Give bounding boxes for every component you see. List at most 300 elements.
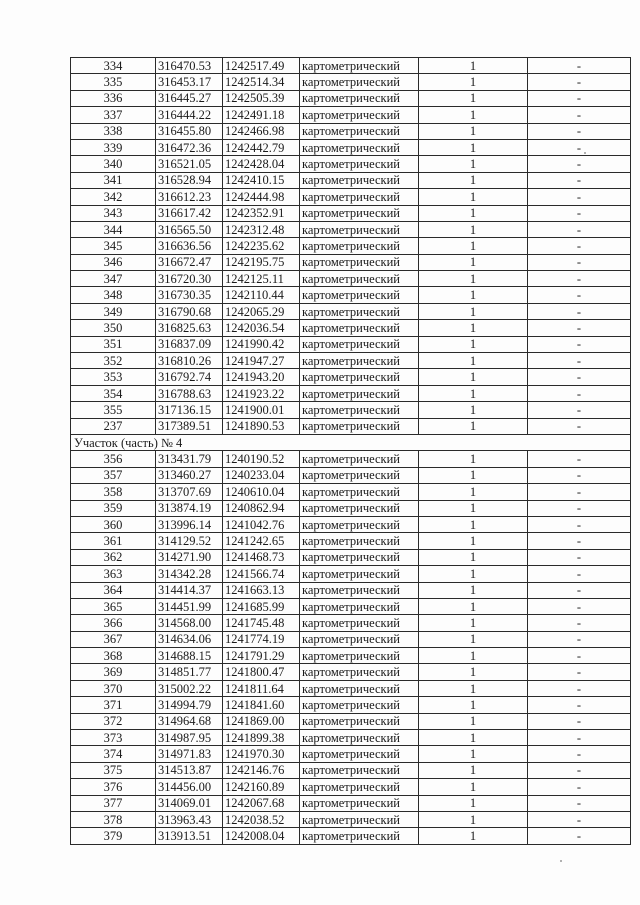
point-number-cell: 356 (71, 451, 156, 467)
coord-x-cell: 317389.51 (156, 418, 223, 434)
method-cell: картометрический (300, 320, 419, 336)
coord-x-cell: 316810.26 (156, 353, 223, 369)
coord-x-cell: 316790.68 (156, 303, 223, 319)
accuracy-cell: 1 (419, 90, 528, 106)
accuracy-cell: 1 (419, 467, 528, 483)
point-number-cell: 372 (71, 713, 156, 729)
description-cell: - (528, 451, 631, 467)
coord-x-cell: 314513.87 (156, 762, 223, 778)
accuracy-cell: 1 (419, 680, 528, 696)
coord-x-cell: 316445.27 (156, 90, 223, 106)
coord-y-cell: 1241990.42 (223, 336, 300, 352)
coord-x-cell: 314994.79 (156, 697, 223, 713)
coord-y-cell: 1241800.47 (223, 664, 300, 680)
scan-speck (560, 860, 562, 862)
coord-y-cell: 1241923.22 (223, 385, 300, 401)
coord-y-cell: 1242195.75 (223, 254, 300, 270)
method-cell: картометрический (300, 336, 419, 352)
accuracy-cell: 1 (419, 402, 528, 418)
coord-x-cell: 316444.22 (156, 107, 223, 123)
table-row (71, 320, 631, 336)
coord-x-cell: 316788.63 (156, 385, 223, 401)
accuracy-cell: 1 (419, 254, 528, 270)
accuracy-cell: 1 (419, 172, 528, 188)
description-cell: - (528, 205, 631, 221)
method-cell: картометрический (300, 779, 419, 795)
table-row (71, 221, 631, 237)
table-row (71, 549, 631, 565)
method-cell: картометрический (300, 172, 419, 188)
method-cell: картометрический (300, 205, 419, 221)
coord-y-cell: 1242312.48 (223, 221, 300, 237)
point-number-cell: 357 (71, 467, 156, 483)
description-cell: - (528, 139, 631, 155)
table-row (71, 680, 631, 696)
accuracy-cell: 1 (419, 107, 528, 123)
point-number-cell: 351 (71, 336, 156, 352)
method-cell: картометрический (300, 271, 419, 287)
point-number-cell: 371 (71, 697, 156, 713)
description-cell: - (528, 336, 631, 352)
description-cell: - (528, 90, 631, 106)
coord-x-cell: 314568.00 (156, 615, 223, 631)
method-cell: картометрический (300, 500, 419, 516)
description-cell: - (528, 828, 631, 844)
coord-y-cell: 1242067.68 (223, 795, 300, 811)
table-row (71, 74, 631, 90)
accuracy-cell: 1 (419, 582, 528, 598)
description-cell: - (528, 566, 631, 582)
description-cell: - (528, 418, 631, 434)
coord-x-cell: 316672.47 (156, 254, 223, 270)
coord-y-cell: 1241663.13 (223, 582, 300, 598)
description-cell: - (528, 467, 631, 483)
point-number-cell: 377 (71, 795, 156, 811)
table-row (71, 713, 631, 729)
coord-x-cell: 316837.09 (156, 336, 223, 352)
description-cell: - (528, 549, 631, 565)
coord-y-cell: 1241745.48 (223, 615, 300, 631)
coord-x-cell: 316528.94 (156, 172, 223, 188)
coord-x-cell: 314987.95 (156, 730, 223, 746)
description-cell: - (528, 680, 631, 696)
accuracy-cell: 1 (419, 746, 528, 762)
table-row (71, 451, 631, 467)
point-number-cell: 366 (71, 615, 156, 631)
coord-x-cell: 313431.79 (156, 451, 223, 467)
coord-y-cell: 1241774.19 (223, 631, 300, 647)
table-row (71, 746, 631, 762)
description-cell: - (528, 221, 631, 237)
method-cell: картометрический (300, 828, 419, 844)
method-cell: картометрический (300, 811, 419, 827)
method-cell: картометрический (300, 238, 419, 254)
section-title: Участок (часть) № 4 (71, 434, 631, 450)
method-cell: картометрический (300, 697, 419, 713)
point-number-cell: 343 (71, 205, 156, 221)
table-row (71, 795, 631, 811)
coord-x-cell: 314069.01 (156, 795, 223, 811)
method-cell: картометрический (300, 123, 419, 139)
coord-y-cell: 1240233.04 (223, 467, 300, 483)
coord-x-cell: 314851.77 (156, 664, 223, 680)
point-number-cell: 358 (71, 484, 156, 500)
table-row (71, 566, 631, 582)
point-number-cell: 340 (71, 156, 156, 172)
method-cell: картометрический (300, 189, 419, 205)
accuracy-cell: 1 (419, 353, 528, 369)
coord-x-cell: 314456.00 (156, 779, 223, 795)
point-number-cell: 237 (71, 418, 156, 434)
point-number-cell: 346 (71, 254, 156, 270)
coord-y-cell: 1242444.98 (223, 189, 300, 205)
method-cell: картометрический (300, 451, 419, 467)
point-number-cell: 352 (71, 353, 156, 369)
point-number-cell: 335 (71, 74, 156, 90)
coord-y-cell: 1241242.65 (223, 533, 300, 549)
point-number-cell: 370 (71, 680, 156, 696)
coord-x-cell: 316636.56 (156, 238, 223, 254)
coord-y-cell: 1241869.00 (223, 713, 300, 729)
description-cell: - (528, 320, 631, 336)
description-cell: - (528, 500, 631, 516)
description-cell: - (528, 746, 631, 762)
coord-x-cell: 316792.74 (156, 369, 223, 385)
point-number-cell: 374 (71, 746, 156, 762)
method-cell: картометрический (300, 631, 419, 647)
point-number-cell: 342 (71, 189, 156, 205)
description-cell: - (528, 811, 631, 827)
point-number-cell: 364 (71, 582, 156, 598)
method-cell: картометрический (300, 139, 419, 155)
method-cell: картометрический (300, 90, 419, 106)
description-cell: - (528, 697, 631, 713)
coord-y-cell: 1241947.27 (223, 353, 300, 369)
method-cell: картометрический (300, 467, 419, 483)
table-row (71, 58, 631, 74)
table-row (71, 402, 631, 418)
description-cell: - (528, 664, 631, 680)
method-cell: картометрический (300, 762, 419, 778)
coord-x-cell: 313996.14 (156, 516, 223, 532)
coord-x-cell: 313913.51 (156, 828, 223, 844)
description-cell: - (528, 795, 631, 811)
table-row (71, 418, 631, 434)
accuracy-cell: 1 (419, 238, 528, 254)
coord-y-cell: 1240862.94 (223, 500, 300, 516)
table-row (71, 189, 631, 205)
description-cell: - (528, 385, 631, 401)
table-row (71, 631, 631, 647)
accuracy-cell: 1 (419, 385, 528, 401)
method-cell: картометрический (300, 156, 419, 172)
coord-x-cell: 316453.17 (156, 74, 223, 90)
method-cell: картометрический (300, 58, 419, 74)
accuracy-cell: 1 (419, 664, 528, 680)
accuracy-cell: 1 (419, 451, 528, 467)
coord-x-cell: 316612.23 (156, 189, 223, 205)
coord-y-cell: 1241890.53 (223, 418, 300, 434)
coord-y-cell: 1242160.89 (223, 779, 300, 795)
point-number-cell: 363 (71, 566, 156, 582)
coord-x-cell: 314414.37 (156, 582, 223, 598)
table-row (71, 779, 631, 795)
description-cell: - (528, 254, 631, 270)
accuracy-cell: 1 (419, 369, 528, 385)
table-row (71, 516, 631, 532)
coord-y-cell: 1242491.18 (223, 107, 300, 123)
point-number-cell: 337 (71, 107, 156, 123)
method-cell: картометрический (300, 795, 419, 811)
coord-y-cell: 1242505.39 (223, 90, 300, 106)
coord-y-cell: 1241685.99 (223, 598, 300, 614)
coord-y-cell: 1241566.74 (223, 566, 300, 582)
table-row (71, 500, 631, 516)
point-number-cell: 359 (71, 500, 156, 516)
point-number-cell: 353 (71, 369, 156, 385)
table-row (71, 484, 631, 500)
method-cell: картометрический (300, 746, 419, 762)
description-cell: - (528, 172, 631, 188)
accuracy-cell: 1 (419, 533, 528, 549)
table-row (71, 648, 631, 664)
description-cell: - (528, 730, 631, 746)
coord-x-cell: 314342.28 (156, 566, 223, 582)
description-cell: - (528, 303, 631, 319)
section-row (71, 434, 631, 450)
method-cell: картометрический (300, 713, 419, 729)
table-row (71, 811, 631, 827)
accuracy-cell: 1 (419, 730, 528, 746)
method-cell: картометрический (300, 566, 419, 582)
description-cell: - (528, 648, 631, 664)
coord-x-cell: 314964.68 (156, 713, 223, 729)
description-cell: - (528, 713, 631, 729)
coordinates-table (70, 57, 631, 845)
coord-y-cell: 1242517.49 (223, 58, 300, 74)
point-number-cell: 369 (71, 664, 156, 680)
point-number-cell: 375 (71, 762, 156, 778)
table-row (71, 205, 631, 221)
accuracy-cell: 1 (419, 189, 528, 205)
coord-y-cell: 1242235.62 (223, 238, 300, 254)
point-number-cell: 368 (71, 648, 156, 664)
method-cell: картометрический (300, 402, 419, 418)
coord-x-cell: 316521.05 (156, 156, 223, 172)
accuracy-cell: 1 (419, 74, 528, 90)
description-cell: - (528, 107, 631, 123)
description-cell: - (528, 287, 631, 303)
coord-y-cell: 1241042.76 (223, 516, 300, 532)
accuracy-cell: 1 (419, 271, 528, 287)
method-cell: картометрический (300, 549, 419, 565)
accuracy-cell: 1 (419, 762, 528, 778)
accuracy-cell: 1 (419, 156, 528, 172)
description-cell: - (528, 353, 631, 369)
coord-x-cell: 316470.53 (156, 58, 223, 74)
table-row (71, 107, 631, 123)
coord-y-cell: 1241943.20 (223, 369, 300, 385)
coord-y-cell: 1242352.91 (223, 205, 300, 221)
table-row (71, 353, 631, 369)
accuracy-cell: 1 (419, 631, 528, 647)
accuracy-cell: 1 (419, 221, 528, 237)
point-number-cell: 361 (71, 533, 156, 549)
description-cell: - (528, 402, 631, 418)
coord-y-cell: 1242125.11 (223, 271, 300, 287)
method-cell: картометрический (300, 598, 419, 614)
point-number-cell: 373 (71, 730, 156, 746)
coord-x-cell: 314129.52 (156, 533, 223, 549)
description-cell: - (528, 762, 631, 778)
point-number-cell: 360 (71, 516, 156, 532)
point-number-cell: 376 (71, 779, 156, 795)
table-row (71, 467, 631, 483)
coord-y-cell: 1241899.38 (223, 730, 300, 746)
table-row (71, 615, 631, 631)
coord-y-cell: 1240610.04 (223, 484, 300, 500)
table-row (71, 369, 631, 385)
point-number-cell: 354 (71, 385, 156, 401)
coord-x-cell: 314451.99 (156, 598, 223, 614)
coord-x-cell: 316472.36 (156, 139, 223, 155)
description-cell: - (528, 271, 631, 287)
point-number-cell: 365 (71, 598, 156, 614)
description-cell: - (528, 484, 631, 500)
coord-y-cell: 1242146.76 (223, 762, 300, 778)
accuracy-cell: 1 (419, 320, 528, 336)
accuracy-cell: 1 (419, 516, 528, 532)
coord-x-cell: 316730.35 (156, 287, 223, 303)
method-cell: картометрический (300, 254, 419, 270)
accuracy-cell: 1 (419, 123, 528, 139)
method-cell: картометрический (300, 615, 419, 631)
coord-x-cell: 313963.43 (156, 811, 223, 827)
coord-y-cell: 1242065.29 (223, 303, 300, 319)
point-number-cell: 350 (71, 320, 156, 336)
method-cell: картометрический (300, 107, 419, 123)
coord-x-cell: 314634.06 (156, 631, 223, 647)
point-number-cell: 336 (71, 90, 156, 106)
coord-y-cell: 1242410.15 (223, 172, 300, 188)
table-row (71, 287, 631, 303)
method-cell: картометрический (300, 680, 419, 696)
accuracy-cell: 1 (419, 303, 528, 319)
point-number-cell: 344 (71, 221, 156, 237)
accuracy-cell: 1 (419, 828, 528, 844)
method-cell: картометрический (300, 385, 419, 401)
accuracy-cell: 1 (419, 566, 528, 582)
coord-x-cell: 316720.30 (156, 271, 223, 287)
coord-y-cell: 1242514.34 (223, 74, 300, 90)
coord-y-cell: 1242110.44 (223, 287, 300, 303)
coord-y-cell: 1241468.73 (223, 549, 300, 565)
coord-x-cell: 316455.80 (156, 123, 223, 139)
accuracy-cell: 1 (419, 58, 528, 74)
table-row (71, 598, 631, 614)
table-row (71, 336, 631, 352)
coord-x-cell: 317136.15 (156, 402, 223, 418)
coord-x-cell: 315002.22 (156, 680, 223, 696)
table-row (71, 582, 631, 598)
table-row (71, 385, 631, 401)
coord-x-cell: 313707.69 (156, 484, 223, 500)
accuracy-cell: 1 (419, 287, 528, 303)
table-row (71, 271, 631, 287)
accuracy-cell: 1 (419, 139, 528, 155)
accuracy-cell: 1 (419, 484, 528, 500)
method-cell: картометрический (300, 303, 419, 319)
description-cell: - (528, 123, 631, 139)
coord-y-cell: 1241811.64 (223, 680, 300, 696)
table-row (71, 762, 631, 778)
description-cell: - (528, 156, 631, 172)
table-row (71, 303, 631, 319)
accuracy-cell: 1 (419, 336, 528, 352)
description-cell: - (528, 615, 631, 631)
table-row (71, 238, 631, 254)
table-row (71, 90, 631, 106)
coord-y-cell: 1241970.30 (223, 746, 300, 762)
coord-y-cell: 1242038.52 (223, 811, 300, 827)
accuracy-cell: 1 (419, 418, 528, 434)
table-row (71, 172, 631, 188)
table-row (71, 156, 631, 172)
point-number-cell: 378 (71, 811, 156, 827)
table-row (71, 254, 631, 270)
coord-y-cell: 1242442.79 (223, 139, 300, 155)
table-row (71, 828, 631, 844)
description-cell: - (528, 533, 631, 549)
method-cell: картометрический (300, 221, 419, 237)
description-cell: - (528, 598, 631, 614)
point-number-cell: 339 (71, 139, 156, 155)
accuracy-cell: 1 (419, 713, 528, 729)
table-row (71, 730, 631, 746)
accuracy-cell: 1 (419, 811, 528, 827)
method-cell: картометрический (300, 516, 419, 532)
accuracy-cell: 1 (419, 500, 528, 516)
description-cell: - (528, 189, 631, 205)
coord-x-cell: 316617.42 (156, 205, 223, 221)
accuracy-cell: 1 (419, 205, 528, 221)
description-cell: - (528, 516, 631, 532)
accuracy-cell: 1 (419, 697, 528, 713)
method-cell: картометрический (300, 730, 419, 746)
point-number-cell: 334 (71, 58, 156, 74)
coord-x-cell: 313460.27 (156, 467, 223, 483)
point-number-cell: 355 (71, 402, 156, 418)
coord-x-cell: 314271.90 (156, 549, 223, 565)
description-cell: - (528, 582, 631, 598)
point-number-cell: 341 (71, 172, 156, 188)
coord-y-cell: 1240190.52 (223, 451, 300, 467)
method-cell: картометрический (300, 418, 419, 434)
table-row (71, 533, 631, 549)
method-cell: картометрический (300, 353, 419, 369)
method-cell: картометрический (300, 648, 419, 664)
method-cell: картометрический (300, 74, 419, 90)
description-cell: - (528, 369, 631, 385)
point-number-cell: 338 (71, 123, 156, 139)
coord-y-cell: 1242008.04 (223, 828, 300, 844)
method-cell: картометрический (300, 484, 419, 500)
point-number-cell: 349 (71, 303, 156, 319)
accuracy-cell: 1 (419, 648, 528, 664)
description-cell: - (528, 74, 631, 90)
scan-speck (584, 152, 586, 154)
coord-y-cell: 1242466.98 (223, 123, 300, 139)
